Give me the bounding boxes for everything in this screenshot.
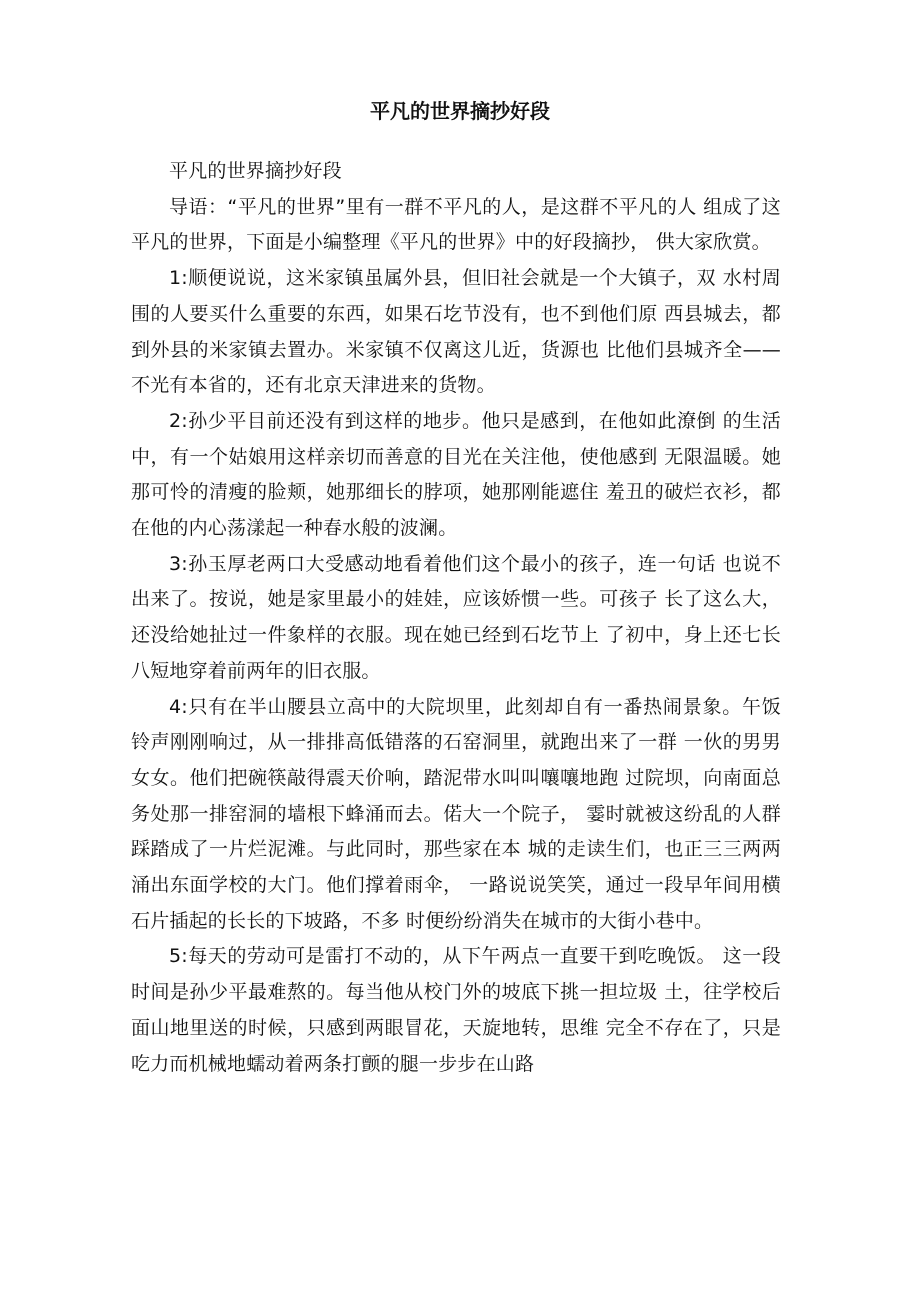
document-title: 平凡的世界摘抄好段: [370, 99, 550, 123]
paragraph-excerpt-4: 4:只有在半山腰县立高中的大院坝里，此刻却自有一番热闹景象。午饭铃声刚刚响过，从一排排高低错落的石窑洞里，就跑出来了一群 一伙的男男女女。他们把碗筷敲得震天价响，踏泥带水叫叫嚷嚷地跑 过院坝，向南面总务处那一排窑洞的墙根下蜂涌而去。偌大一个院子， 霎时就被这纷乱的人群踩踏成了一片烂泥滩。与此同时，那些家在本 城的走读生们，也正三三两两涌出东面学校的大门。他们撑着雨伞， 一路说说笑笑，通过一段早年间用横石片插起的长长的下坡路，不多 时便纷纷消失在城市的大街小巷中。: [131, 695, 781, 932]
paragraph-excerpt-2: 2:孙少平目前还没有到这样的地步。他只是感到，在他如此潦倒 的生活中，有一个姑娘用这样亲切而善意的目光在关注他，使他感到 无限温暖。她那可怜的清瘦的脸颊，她那细长的脖项，她那刚能遮住 羞丑的破烂衣衫，都在他的内心荡漾起一种春水般的波澜。: [131, 409, 781, 540]
paragraph-excerpt-3: 3:孙玉厚老两口大受感动地看着他们这个最小的孩子，连一句话 也说不出来了。按说，她是家里最小的娃娃，应该娇惯一些。可孩子 长了这么大，还没给她扯过一件象样的衣服。现在她已经到石圪节上 了初中，身上还七长八短地穿着前两年的旧衣服。: [131, 552, 781, 682]
paragraph-excerpt-5: 5:每天的劳动可是雷打不动的，从下午两点一直要干到吃晚饭。 这一段时间是孙少平最难熬的。每当他从校门外的坡底下挑一担垃圾 土，往学校后面山地里送的时候，只感到两眼冒花，天旋地转，思维 完全不存在了，只是吃力而机械地蠕动着两条打颤的腿一步步在山路: [131, 945, 781, 1075]
paragraph-subtitle: 平凡的世界摘抄好段: [169, 160, 342, 182]
paragraph-intro: 导语：“平凡的世界”里有一群不平凡的人，是这群不平凡的人 组成了这平凡的世界，下面是小编整理《平凡的世界》中的好段摘抄， 供大家欣赏。: [131, 195, 781, 254]
paragraph-excerpt-1: 1:顺便说说，这米家镇虽属外县，但旧社会就是一个大镇子，双 水村周围的人要买什么重要的东西，如果石圪节没有，也不到他们原 西县城去，都到外县的米家镇去置办。米家镇不仅离这儿近，货源也 比他们县城齐全——不光有本省的，还有北京天津进来的货物。: [131, 267, 781, 397]
document-body: [131, 154, 781, 1082]
